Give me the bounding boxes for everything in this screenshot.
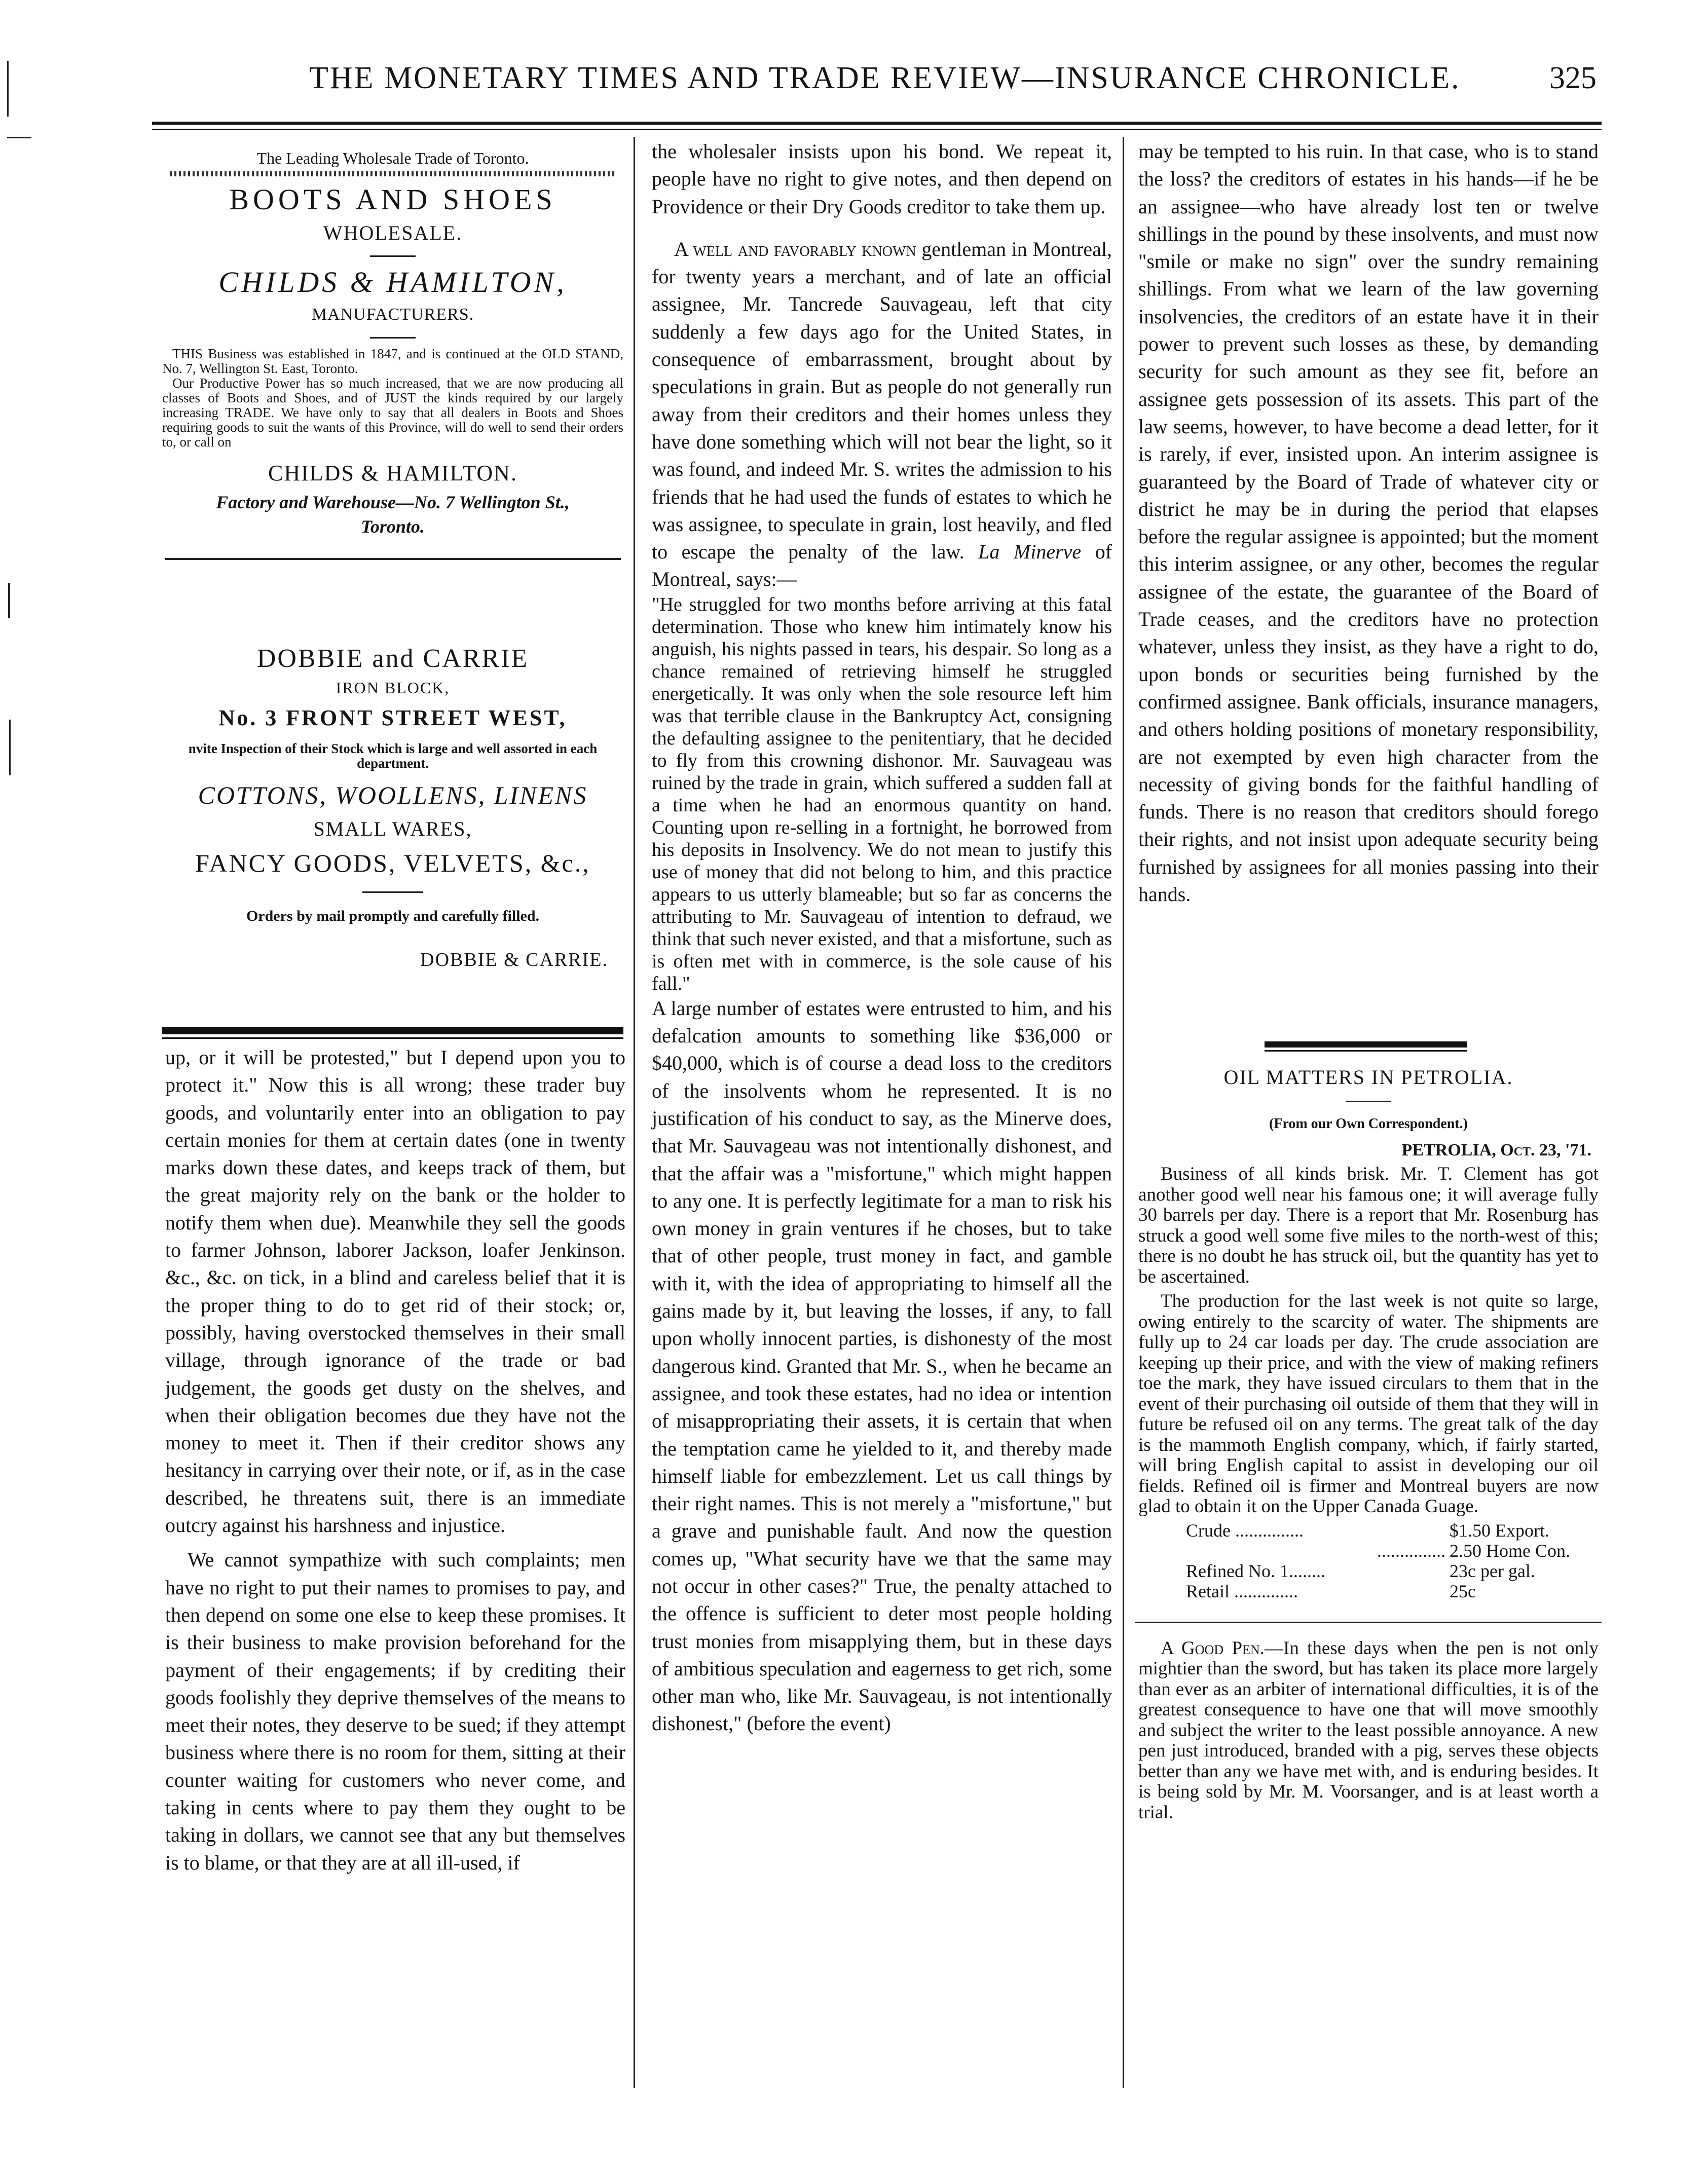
short-rule <box>362 891 423 893</box>
price-value: 25c <box>1450 1581 1476 1601</box>
ad-childs-hamilton <box>162 147 623 560</box>
ad-orders: Orders by mail promptly and carefully filled. <box>246 908 540 924</box>
wavy-rule <box>170 171 616 176</box>
article-source: La Minerve <box>978 540 1082 564</box>
ad-street: No. 3 FRONT STREET WEST, <box>218 705 567 730</box>
pen-body: —In these days when the pen is not only mightier than the sword, but has taken its place more largely than ever as an arbiter of international difficulties, it is of the greatest consequence to have one that will move smoothly and subject the writer to the least possible annoyance. A new pen just introduced, branded with a pig, serves these objects better than any we have met with, and is enduring besides. It is being sold by Mr. M. Voorsanger, and is at least worth a trial. <box>1138 1637 1599 1823</box>
ad-body: THIS Business was established in 1847, and is continued at the OLD STAND, No. 7, Wellington St. East, Toronto. <box>162 346 623 376</box>
header-rule <box>152 129 1602 130</box>
article-paragraph: up, or it will be protested," but I depend upon you to protect it." Now this is all wrong; these trader buy goods, and voluntarily enter into an obligation to pay certain monies for them at certain dates (one in twenty marks down these dates, and keeps track of them, but the great majority rely on the bank or the holder to notify them when due). Meanwhile they sell the goods to farmer Johnson, laborer Jackson, loafer Jenkinson. &c., &c. on tick, in a blind and careless belief that it is the proper thing to do to get rid of their stock; or, possibly, having overstocked themselves in their small village, through ignorance of the trade or bad judgement, the goods get dusty on the shelves, and when their obligation becomes due they have not the money to meet it. Then if their creditor shows any hesitancy in carrying over their note, or if, as in the case described, he threatens suit, there is an immediate outcry against his harshness and injustice. <box>165 1046 625 1537</box>
article-separator-bar <box>1265 1041 1467 1048</box>
column-1-text <box>152 1044 639 1877</box>
ad-invite: nvite Inspection of their Stock which is large and well assorted in each department. <box>188 741 598 771</box>
ad-subtitle: WHOLESALE. <box>323 221 463 244</box>
price-value: $1.50 <box>1450 1520 1491 1541</box>
oil-price-table <box>1186 1520 1612 1601</box>
article-lead: A well and favorably known <box>674 237 916 260</box>
price-note: Export. <box>1495 1520 1549 1541</box>
price-note: per gal. <box>1480 1560 1535 1581</box>
running-head <box>152 53 1622 103</box>
oil-paragraph: Business of all kinds brisk. Mr. T. Clement has got another good well near his famous one; it will average fully 30 barrels per day. There is a report that Mr. Rosenburg has struck a good well some five miles to the north-west of this; there is no doubt he has struck oil, but the quantity has yet to be ascertained. <box>1138 1164 1599 1287</box>
column-2-text <box>639 138 1125 1738</box>
price-row <box>1186 1581 1612 1601</box>
pen-paragraph <box>1138 1638 1599 1823</box>
price-item: ............... <box>1377 1540 1445 1561</box>
price-item: Crude ............... <box>1186 1520 1304 1541</box>
ad-title: BOOTS AND SHOES <box>229 183 556 216</box>
column-separator-bar <box>162 1037 623 1039</box>
price-value: 2.50 <box>1450 1540 1481 1561</box>
margin-mark <box>9 720 11 775</box>
oil-paragraph: The production for the last week is not quite so large, owing entirely to the scarcity of water. The shipments are fully up to 24 car loads per day. The crude association are keeping up their price, and with the view of making refiners toe the mark, they have issued circulars to them that in the event of their purchasing oil outside of them that they will in future be refused oil on any terms. The great talk of the day is the mammoth English company, which, if fairly started, will bring English capital to assist in developing our oil fields. Refined oil is firmer and Montreal buyers are now glad to obtain it on the Upper Canada Guage. <box>1138 1291 1599 1517</box>
price-value: 23c <box>1450 1560 1476 1581</box>
ad-address-city: Toronto. <box>361 516 425 537</box>
price-row <box>1186 1520 1612 1541</box>
margin-mark <box>7 61 9 117</box>
ad-sign: DOBBIE & CARRIE. <box>420 949 608 970</box>
ad-line-cottons: COTTONS, WOOLLENS, LINENS <box>198 781 588 809</box>
oil-heading: OIL MATTERS IN PETROLIA. <box>1223 1066 1513 1089</box>
publication-title: THE MONETARY TIMES AND TRADE REVIEW—INSURANCE CHRONICLE. <box>309 61 1461 95</box>
ad-firm: CHILDS & HAMILTON, <box>218 266 567 298</box>
pen-lead: A Good Pen. <box>1161 1637 1265 1659</box>
article-sauvageau <box>652 236 1112 593</box>
margin-mark <box>7 137 31 138</box>
column-separator-bar <box>162 1027 623 1034</box>
article-divider <box>1135 1622 1602 1623</box>
ad-line-fancy-goods: FANCY GOODS, VELVETS, &c., <box>195 849 590 877</box>
article-paragraph: A large number of estates were entrusted to him, and his defalcation amounts to something like $36,000 or $40,000, which is of course a dead loss to the creditors of the insolvents whom he represented. It is no justification of his conduct to say, as the Minerve does, that Mr. Sauvageau was not intentionally dishonest, and that the affair was a "misfortune," which might happen to any one. It is perfectly legitimate for a man to risk his own money in grain ventures if he choses, but to take that of other people, trust money in fact, and gamble with it, with the idea of appropriating to himself all the gains made by it, but leaving the losses, if any, to fall upon wholly innocent parties, is dishonesty of the most dangerous kind. Granted that Mr. S., when he became an assignee, and took these estates, had no idea or intention of misappropriating their assets, it is certain that when the temptation came he yielded to it, and thereby made himself liable for embezzlement. Let us call things by their right names. This is not merely a "misfortune," but a grave and punishable fault. And now the question comes up, "What security have we that the same may not occur in other cases?" True, the penalty attached to the offence is sufficient to deter most people holding trust monies from misapplying them, but in these days of ambitious speculation and eagerness to get rich, some other man who, like Mr. Sauvageau, is not intentionally dishonest," (before the event) <box>652 996 1112 1735</box>
ad-body: Our Productive Power has so much increased, that we are now producing all classes of Boots and Shoes, and of JUST the kinds required by our largely increasing TRADE. We have only to say that all dealers in Boots and Shoes requiring goods to suit the wants of this Province, will do well to send their orders to, or call on <box>162 376 623 450</box>
article-paragraph: may be tempted to his ruin. In that case, who is to stand the loss? the creditors of estates in his hands—if he be an assignee—who have already lost ten or twelve shillings in the pound by these insolvents, and must now "smile or make no sign" over the sundry remaining shillings. From what we learn of the law governing insolvencies, the creditors of an estate have it in their power to prevent such losses as these, by demanding security for such amount as they see fit, before an assignee gets possession of its assets. This part of the law seems, however, to have become a dead letter, for it is rarely, if ever, insisted upon. An interim assignee is guaranteed by the Board of Trade of whatever city or district he may be in during the period that elapses before the regular assignee is appointed; but the moment this interim assignee, or any other, becomes the regular assignee of the estate, the guarantee of the Board of Trade ceases, and the creditors have no protection whatever, unless they insist, as they have a right to do, upon bonds or securities being furnished by the confirmed assignee. Bank officials, insurance managers, and others holding positions of monetary responsibility, are not exempted by even high character from the necessity of giving bonds for the faithful handling of funds. There is no reason that creditors should forego their rights, and not insist upon adequate security being furnished by assignees for all monies passing into their hands. <box>1138 140 1599 906</box>
article-text: gentleman in Montreal, for twenty years a merchant, and of late an official assignee, Mr. Tancrede Sauvageau, left that city suddenly a few days ago for the United States, in consequence of embarrassment, brought about by speculations in grain. But as people do not generally run away from their creditors and their homes unless they have done something which will not bear the light, so it was found, and indeed Mr. S. writes the admission to his friends that he had used the funds of estates to which he was assignee, to speculate in grain, lost heavily, and fled to escape the penalty of the law. <box>652 237 1112 564</box>
short-rule <box>370 255 416 257</box>
header-rule <box>152 122 1602 125</box>
price-row <box>1186 1541 1612 1561</box>
price-item: Refined No. 1........ <box>1186 1560 1325 1581</box>
ad-line-small-wares: SMALL WARES, <box>313 817 472 840</box>
margin-mark <box>8 583 10 618</box>
ad-firm-sign: CHILDS & HAMILTON. <box>268 461 517 485</box>
ad-block: IRON BLOCK, <box>336 679 450 697</box>
oil-source: (From our Own Correspondent.) <box>1269 1116 1468 1132</box>
ad-kicker: The Leading Wholesale Trade of Toronto. <box>256 149 529 167</box>
ad-address: Factory and Warehouse—No. 7 Wellington St., <box>216 492 570 512</box>
ad-role: MANUFACTURERS. <box>311 305 474 324</box>
article-paragraph: the wholesaler insists upon his bond. We repeat it, people have no right to give notes, and then depend on Providence or their Dry Goods creditor to take them up. <box>652 140 1112 218</box>
column-3-text <box>1125 138 1612 908</box>
short-rule <box>1346 1101 1391 1102</box>
price-item: Retail .............. <box>1186 1581 1298 1601</box>
price-row <box>1186 1561 1612 1581</box>
article-quote: "He struggled for two months before arriving at this fatal determination. Those who knew him intimately know his anguish, his nights passed in tears, his despair. So long as a chance remained of retrieving himself he struggled energetically. It was only when the sole resource left him was that terrible clause in the Bankruptcy Act, consigning the defaulting assignee to the penitentiary, that he decided to fly from this crowning dishonor. Mr. Sauvageau was ruined by the trade in grain, which suffered a sudden fall at a time when he had an enormous quantity on hand. Counting upon re-selling in a fortnight, he borrowed from his deposits in Insolvency. We do not mean to justify this use of money that did not belong to him, and this practice appears to us utterly blameable; but so far as concerns the attributing to Mr. Sauvageau of intention to defraud, we think that such never existed, and that a misfortune, such as is often met with in commerce, is the sole cause of his fall." <box>652 593 1112 994</box>
article-paragraph: We cannot sympathize with such complaints; men have no right to put their names to promises to pay, and then depend on some one else to keep these promises. It is their business to make provision beforehand for the payment of their engagements; if by crediting their goods foolishly they deprive themselves of the means to meet their notes, they deserve to be sued; if they attempt business where there is no room for them, sitting at their counter waiting for customers who never come, and taking in cents where to pay them they ought to be taking in dollars, we cannot see that any but themselves is to blame, or that they are at all ill-used, if <box>165 1548 625 1874</box>
oil-dateline: PETROLIA, Oct. 23, '71. <box>1401 1141 1591 1160</box>
page-number: 325 <box>1549 61 1596 95</box>
short-rule <box>370 337 416 339</box>
article-separator-bar <box>1265 1050 1467 1052</box>
article-text: of Montreal, says:— <box>652 540 1112 591</box>
ad-title: DOBBIE and CARRIE <box>256 644 529 673</box>
oil-article <box>1125 1059 1612 1823</box>
ad-divider <box>165 558 621 560</box>
ad-dobbie-carrie <box>162 641 623 974</box>
price-note: Home Con. <box>1486 1540 1570 1561</box>
